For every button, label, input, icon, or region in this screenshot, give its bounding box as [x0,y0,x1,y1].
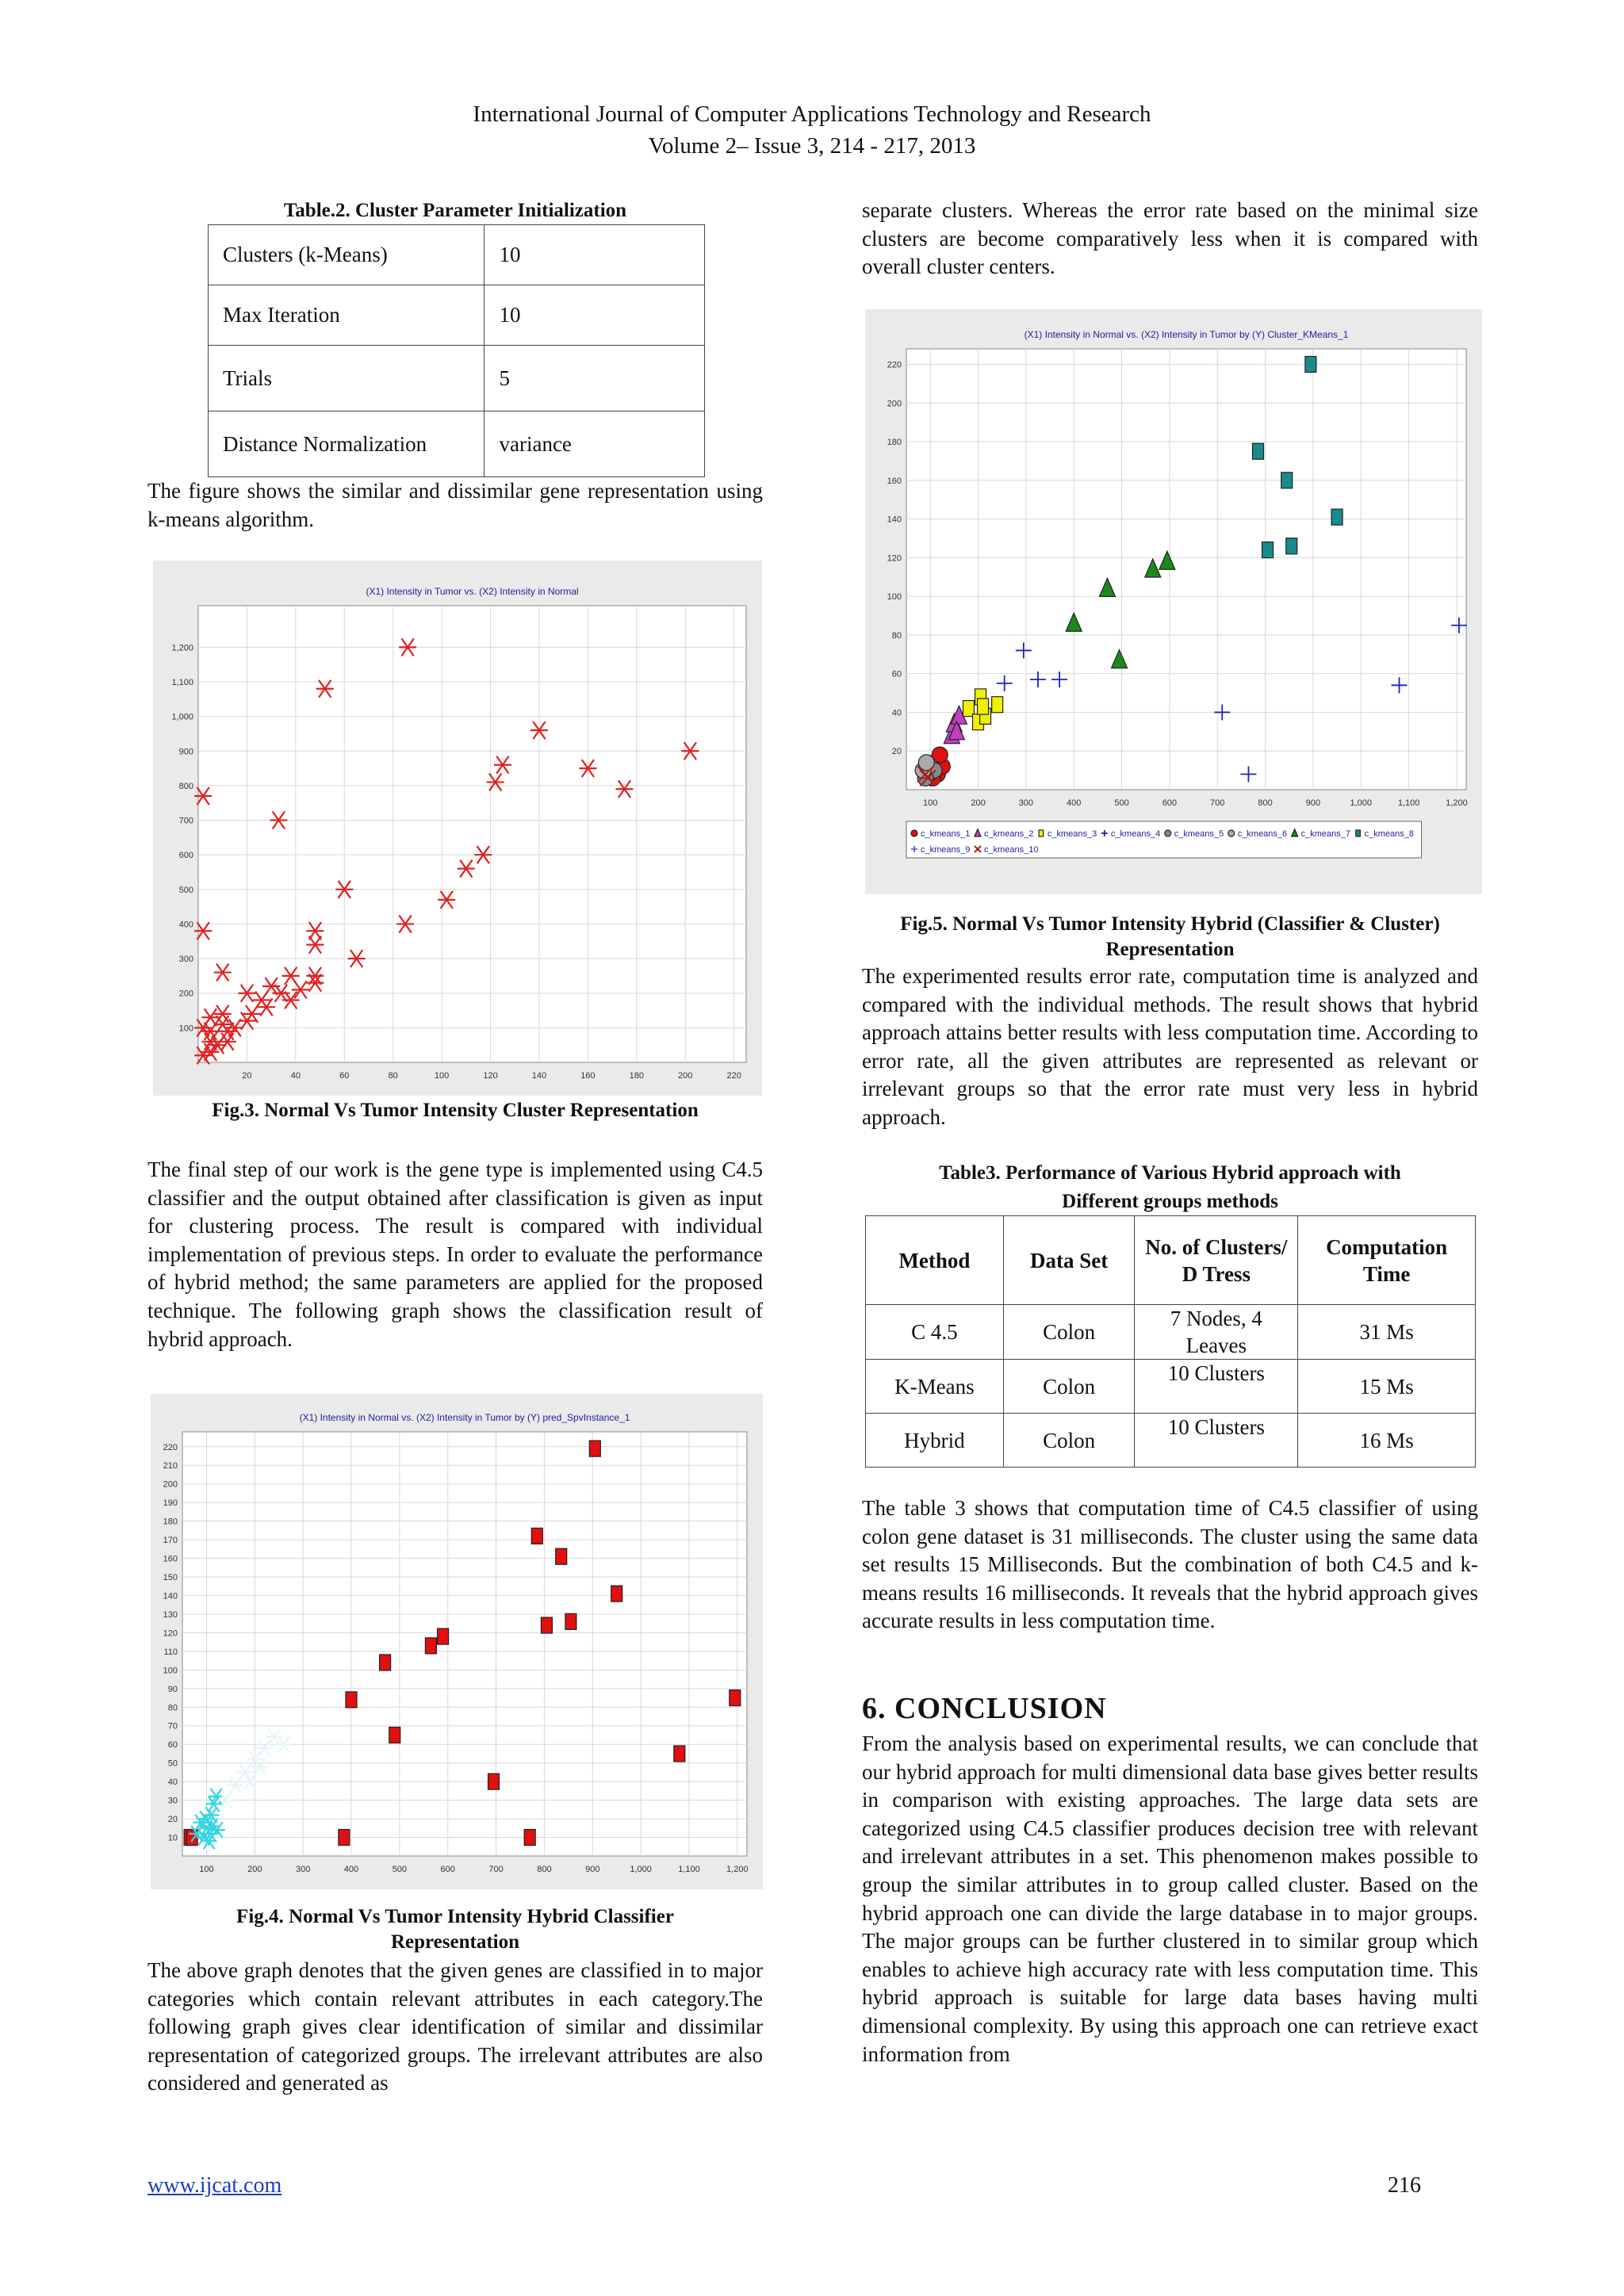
table-row [866,1414,1476,1468]
data-point [674,1746,685,1762]
fig4-caption-line1: Fig.4. Normal Vs Tumor Intensity Hybrid Classifier [236,1906,674,1927]
legend-marker [1165,830,1171,836]
x-tick-label: 100 [434,1071,450,1081]
y-tick-label: 190 [163,1498,178,1509]
y-tick-label: 170 [163,1536,178,1546]
x-tick-label: 60 [339,1071,350,1081]
y-tick-label: 70 [167,1721,178,1732]
y-tick-label: 300 [178,955,193,965]
table3-caption-line2: Different groups methods [1062,1191,1278,1212]
x-tick-label: 160 [580,1071,596,1081]
y-tick-label: 400 [178,920,193,930]
y-tick-label: 210 [163,1461,178,1471]
data-point [389,1727,400,1743]
x-tick-label: 1,100 [678,1865,700,1874]
table-cell: K-Means [866,1360,1004,1414]
y-tick-label: 160 [887,476,902,486]
data-point [1286,538,1297,554]
data-point [488,1774,500,1789]
y-tick-label: 180 [163,1517,178,1527]
y-tick-label: 160 [163,1554,178,1564]
data-point [556,1548,567,1564]
chart-title: (X1) Intensity in Normal vs. (X2) Intensity in Tumor by (Y) Cluster_KMeans_1 [1024,329,1349,340]
data-point [1331,509,1342,525]
fig3-scatter-chart [153,561,762,1096]
y-tick-label: 600 [178,851,193,861]
table-row [866,1360,1476,1414]
table-cell: 10 Clusters [1135,1414,1298,1468]
x-tick-label: 900 [585,1865,600,1874]
y-tick-label: 40 [167,1777,178,1788]
x-tick-label: 200 [678,1071,693,1081]
journal-website-link[interactable]: www.ijcat.com [147,2173,282,2198]
y-tick-label: 700 [178,816,193,826]
table-header: Method [866,1216,1004,1305]
y-tick-label: 60 [891,669,902,679]
data-point [1305,357,1316,373]
y-tick-label: 100 [887,592,902,603]
journal-header [0,98,1624,162]
right-paragraph-3: The table 3 shows that computation time of C4.5 classifier of using colon gene dataset is 31 milliseconds. The cluster using the same data set results 15 Milliseconds. But the combination of both C4.5 and k-means results 16 milliseconds. It reveals that the hybrid approach gives accurate results in less computation time. [862,1496,1478,1633]
y-tick-label: 200 [178,989,193,999]
legend-label: c_kmeans_6 [1237,829,1288,839]
y-tick-label: 40 [891,708,902,718]
x-tick-label: 500 [1114,798,1129,808]
data-point [978,698,989,714]
fig4-caption-line2: Representation [390,1931,520,1953]
y-tick-label: 220 [887,360,902,370]
y-tick-label: 150 [163,1573,178,1583]
legend-label: c_kmeans_8 [1364,829,1414,839]
y-tick-label: 20 [891,747,902,757]
y-tick-label: 1,000 [171,712,193,722]
table-row [209,411,705,477]
data-point [730,1690,741,1706]
legend-label: c_kmeans_4 [1110,829,1161,839]
x-tick-label: 100 [922,798,938,808]
table3 [865,1215,1476,1468]
data-point [1281,473,1293,488]
legend-marker [911,830,917,836]
y-tick-label: 110 [163,1647,178,1657]
fig4-scatter-chart [151,1394,763,1889]
y-tick-label: 80 [167,1703,178,1713]
y-tick-label: 200 [887,399,902,409]
x-tick-label: 1,000 [630,1865,652,1874]
y-tick-label: 100 [178,1024,193,1034]
y-tick-label: 900 [178,747,193,757]
data-point [1253,443,1264,459]
y-tick-label: 50 [167,1758,178,1769]
table-header: No. of Clusters/ D Tress [1135,1216,1298,1305]
x-tick-label: 400 [1067,798,1082,808]
fig5-caption-line1: Fig.5. Normal Vs Tumor Intensity Hybrid (Classifier & Cluster) [900,913,1440,935]
table-header: Data Set [1003,1216,1135,1305]
table-row [209,346,705,411]
plot-area [182,1432,747,1856]
x-tick-label: 300 [1018,798,1034,808]
x-tick-label: 100 [199,1865,214,1874]
journal-volume: Volume 2– Issue 3, 214 - 217, 2013 [648,133,976,159]
y-tick-label: 140 [163,1591,178,1601]
x-tick-label: 300 [295,1865,311,1874]
fig5-caption-line2: Representation [1105,939,1235,960]
data-point [425,1638,436,1654]
y-tick-label: 120 [163,1628,178,1639]
data-point [1262,542,1274,558]
table-cell: Trials [209,346,485,411]
legend [906,821,1422,858]
legend-label: c_kmeans_2 [983,829,1034,839]
data-point [339,1830,350,1846]
x-tick-label: 40 [290,1071,301,1081]
fig3-caption: Fig.3. Normal Vs Tumor Intensity Cluster Representation [212,1100,699,1121]
y-tick-label: 140 [887,515,902,525]
x-tick-label: 900 [1305,798,1321,808]
right-paragraph-4: From the analysis based on experimental results, we can conclude that our hybrid approach for multi dimensional data base gives better results in comparison with existing approaches. The large data sets are categorized using C4.5 classifier produces decision tree with relevant and irrelevant attributes in a set. This phenomenon makes possible to group the similar attributes in to group called cluster. Based on the hybrid approach one can divide the large database in to major groups. The major groups can be further clustered in to similar group which enables to achieve high accuracy rate with less computation time. This hybrid approach is suitable for large data bases having multi dimensional complexity. By using this approach one can retrieve exact information from [862,1732,1478,2066]
table-cell: C 4.5 [866,1305,1004,1360]
legend-label: c_kmeans_9 [921,845,971,855]
x-tick-label: 600 [1162,798,1178,808]
fig5-scatter-chart [865,309,1482,894]
right-paragraph-1: separate clusters. Whereas the error rate based on the minimal size clusters are become comparatively less when it is compared with overall cluster centers. [862,198,1478,279]
left-paragraph-2: The final step of our work is the gene type is implemented using C4.5 classifier and the output obtained after classification is given as input for clustering process. The result is compared with individual implementation of previous steps. In order to evaluate the performance of hybrid method; the same parameters are applied for the proposed technique. The following graph shows the classification result of hybrid approach. [147,1158,763,1351]
x-tick-label: 180 [629,1071,644,1081]
data-point [565,1613,576,1629]
data-point [438,1628,449,1644]
x-tick-label: 500 [392,1865,408,1874]
data-point [541,1617,552,1633]
x-tick-label: 400 [343,1865,359,1874]
data-point [589,1441,600,1456]
table2-caption: Table.2. Cluster Parameter Initialization [283,200,627,221]
y-tick-label: 30 [167,1796,178,1806]
y-tick-label: 130 [163,1609,178,1620]
x-tick-label: 1,000 [1350,798,1373,808]
x-tick-label: 120 [483,1071,498,1081]
legend-label: c_kmeans_7 [1300,829,1351,839]
y-tick-label: 90 [167,1684,178,1694]
y-tick-label: 120 [887,553,902,564]
table-cell: Hybrid [866,1414,1004,1468]
right-paragraph-2: The experimented results error rate, computation time is analyzed and compared with the individual methods. The result shows that hybrid approach attains better results with less computation time. According to error rate, all the given attributes are represented as relevant or irrelevant groups so that the error rate must very less in hybrid approach. [862,964,1478,1129]
table-cell: 10 Clusters [1135,1360,1298,1414]
table2 [208,224,705,477]
x-tick-label: 140 [531,1071,547,1081]
x-tick-label: 20 [242,1071,252,1081]
y-tick-label: 60 [167,1740,178,1751]
y-tick-label: 1,200 [171,643,193,653]
data-point [992,697,1003,713]
y-tick-label: 500 [178,885,193,895]
y-tick-label: 220 [163,1442,178,1452]
journal-title: International Journal of Computer Applications Technology and Research [473,101,1151,127]
data-point [380,1655,391,1670]
data-point [346,1692,357,1708]
x-tick-label: 700 [1210,798,1225,808]
x-tick-label: 220 [726,1071,741,1081]
legend-marker [1228,830,1235,836]
x-tick-label: 1,200 [726,1865,749,1874]
table-cell: Colon [1003,1360,1135,1414]
left-paragraph-1: The figure shows the similar and dissimilar gene representation using k-means algorithm. [147,479,763,531]
y-tick-label: 20 [167,1815,178,1825]
data-point [524,1830,535,1846]
y-tick-label: 200 [163,1479,178,1490]
table-cell: variance [485,411,705,477]
table-cell: 15 Ms [1298,1360,1476,1414]
table3-caption-line1: Table3. Performance of Various Hybrid approach with [939,1162,1401,1184]
y-tick-label: 80 [891,630,902,641]
x-tick-label: 1,100 [1397,798,1420,808]
table-cell: Max Iteration [209,285,485,346]
y-tick-label: 1,100 [171,678,193,687]
x-tick-label: 80 [388,1071,398,1081]
table-cell: Distance Normalization [209,411,485,477]
x-tick-label: 1,200 [1446,798,1468,808]
left-paragraph-3: The above graph denotes that the given genes are classified in to major categories which contain relevant attributes in each category.The following graph gives clear identification of similar and dissimilar representation of categorized groups. The irrelevant attributes are also considered and generated as [147,1958,763,2095]
data-point [611,1586,622,1601]
table-cell: 16 Ms [1298,1414,1476,1468]
table-header-row [866,1216,1476,1305]
table-cell: Clusters (k-Means) [209,225,485,285]
legend-marker [1356,830,1361,836]
x-tick-label: 800 [1258,798,1273,808]
y-tick-label: 100 [163,1666,178,1676]
chart-title: (X1) Intensity in Tumor vs. (X2) Intensity in Normal [366,586,579,597]
legend-label: c_kmeans_3 [1047,829,1097,839]
page-number: 216 [1388,2173,1421,2198]
table-header: Computation Time [1298,1216,1476,1305]
table-cell: 10 [485,225,705,285]
legend-label: c_kmeans_1 [921,829,971,839]
data-point [531,1528,542,1544]
table-cell: Colon [1003,1305,1135,1360]
table-cell: 10 [485,285,705,346]
legend-label: c_kmeans_5 [1174,829,1224,839]
table-cell: 31 Ms [1298,1305,1476,1360]
x-tick-label: 800 [537,1865,552,1874]
y-tick-label: 180 [887,438,902,448]
x-tick-label: 700 [488,1865,504,1874]
legend-marker [1039,830,1044,836]
section-title-conclusion: 6. CONCLUSION [862,1692,1107,1725]
x-tick-label: 600 [440,1865,455,1874]
table-row [866,1305,1476,1360]
table-cell: 7 Nodes, 4 Leaves [1135,1305,1298,1360]
table-row [209,285,705,346]
table-cell: Colon [1003,1414,1135,1468]
y-tick-label: 10 [167,1833,178,1843]
x-tick-label: 200 [247,1865,262,1874]
y-tick-label: 800 [178,781,193,791]
table-row [209,225,705,285]
legend-label: c_kmeans_10 [983,845,1039,855]
x-tick-label: 200 [971,798,986,808]
table-cell: 5 [485,346,705,411]
chart-title: (X1) Intensity in Normal vs. (X2) Intensity in Tumor by (Y) pred_SpvInstance_1 [299,1412,630,1423]
